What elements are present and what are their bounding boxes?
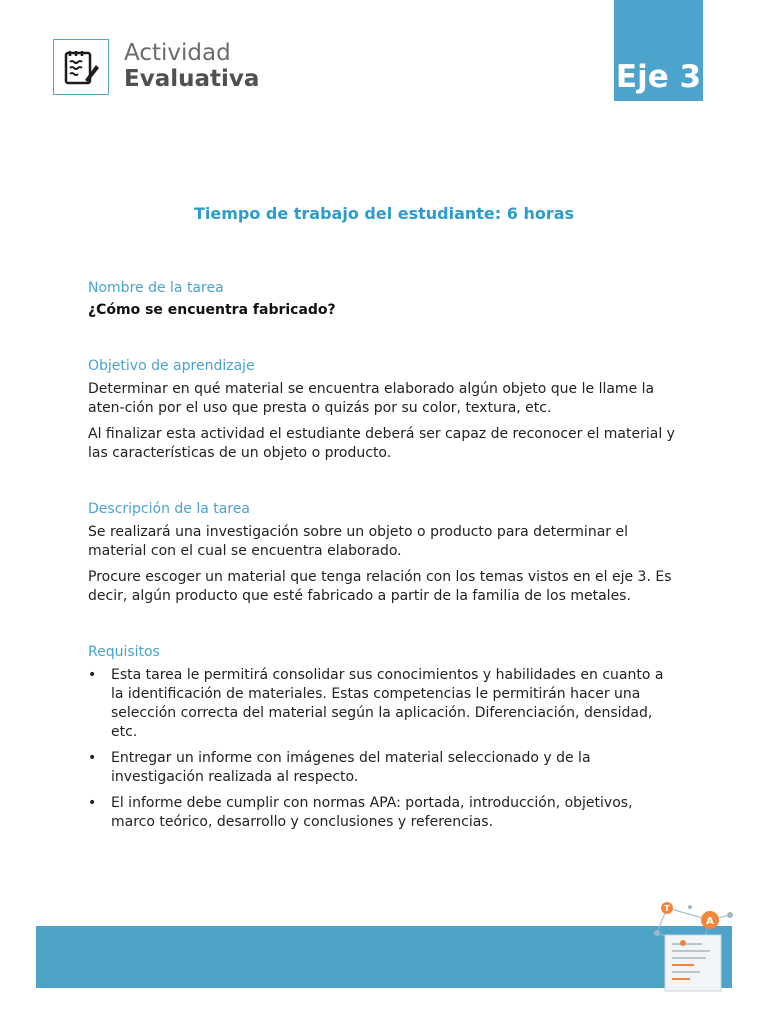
list-item [88, 666, 680, 742]
list-item-text: Entregar un informe con imágenes del material seleccionado y de la investigación realizada al respecto. [111, 750, 591, 785]
bullet: • [88, 667, 97, 683]
description-paragraph: Se realizará una investigación sobre un objeto o producto para determinar el material con el cual se encuentra elaborado. [88, 524, 628, 559]
objective-heading: Objetivo de aprendizaje [88, 358, 255, 374]
list-item-text: El informe debe cumplir con normas APA: portada, introducción, objetivos, marco teórico, desarrollo y conclusiones y referencias. [111, 795, 633, 830]
requirements-heading: Requisitos [88, 644, 160, 660]
bullet: • [88, 750, 97, 766]
task-name-heading: Nombre de la tarea [88, 280, 224, 296]
requirements-list [88, 666, 680, 832]
bullet: • [88, 795, 97, 811]
logo-line2: Evaluativa [124, 66, 260, 92]
logo-box [53, 39, 109, 95]
task-name-value: ¿Cómo se encuentra fabricado? [88, 302, 336, 318]
svg-text:A: A [706, 916, 714, 927]
list-item-text: Esta tarea le permitirá consolidar sus conocimientos y habilidades en cuanto a la identificación de materiales. Estas competencias le permitirán hacer una selección correcta del material según la aplicación. Diferenciación, densidad, etc. [111, 667, 664, 740]
objective-paragraph: Determinar en qué material se encuentra elaborado algún objeto que le llame la aten-ción por el uso que presta o quizás por su color, textura, etc. [88, 381, 655, 416]
list-item [88, 749, 680, 787]
objective-paragraph: Al finalizar esta actividad el estudiante deberá ser capaz de reconocer el material y las características de un objeto o producto. [88, 426, 675, 461]
task-name-section [88, 280, 680, 318]
logo-title [124, 40, 259, 92]
page-title: Tiempo de trabajo del estudiante: 6 horas [193, 204, 575, 223]
list-item [88, 794, 680, 832]
svg-text:T: T [664, 904, 670, 913]
objective-section [88, 358, 680, 470]
footer-band [36, 926, 732, 988]
document-network-icon [645, 895, 735, 995]
axis-tab: Eje 3 [614, 0, 703, 101]
logo-line1: Actividad [124, 40, 231, 66]
notebook-pencil-icon [60, 47, 102, 87]
requirements-section [88, 644, 680, 839]
description-heading: Descripción de la tarea [88, 501, 250, 517]
description-section [88, 501, 680, 613]
description-paragraph: Procure escoger un material que tenga relación con los temas vistos en el eje 3. Es decir, algún producto que esté fabricado a partir de la familia de los metales. [88, 569, 672, 604]
